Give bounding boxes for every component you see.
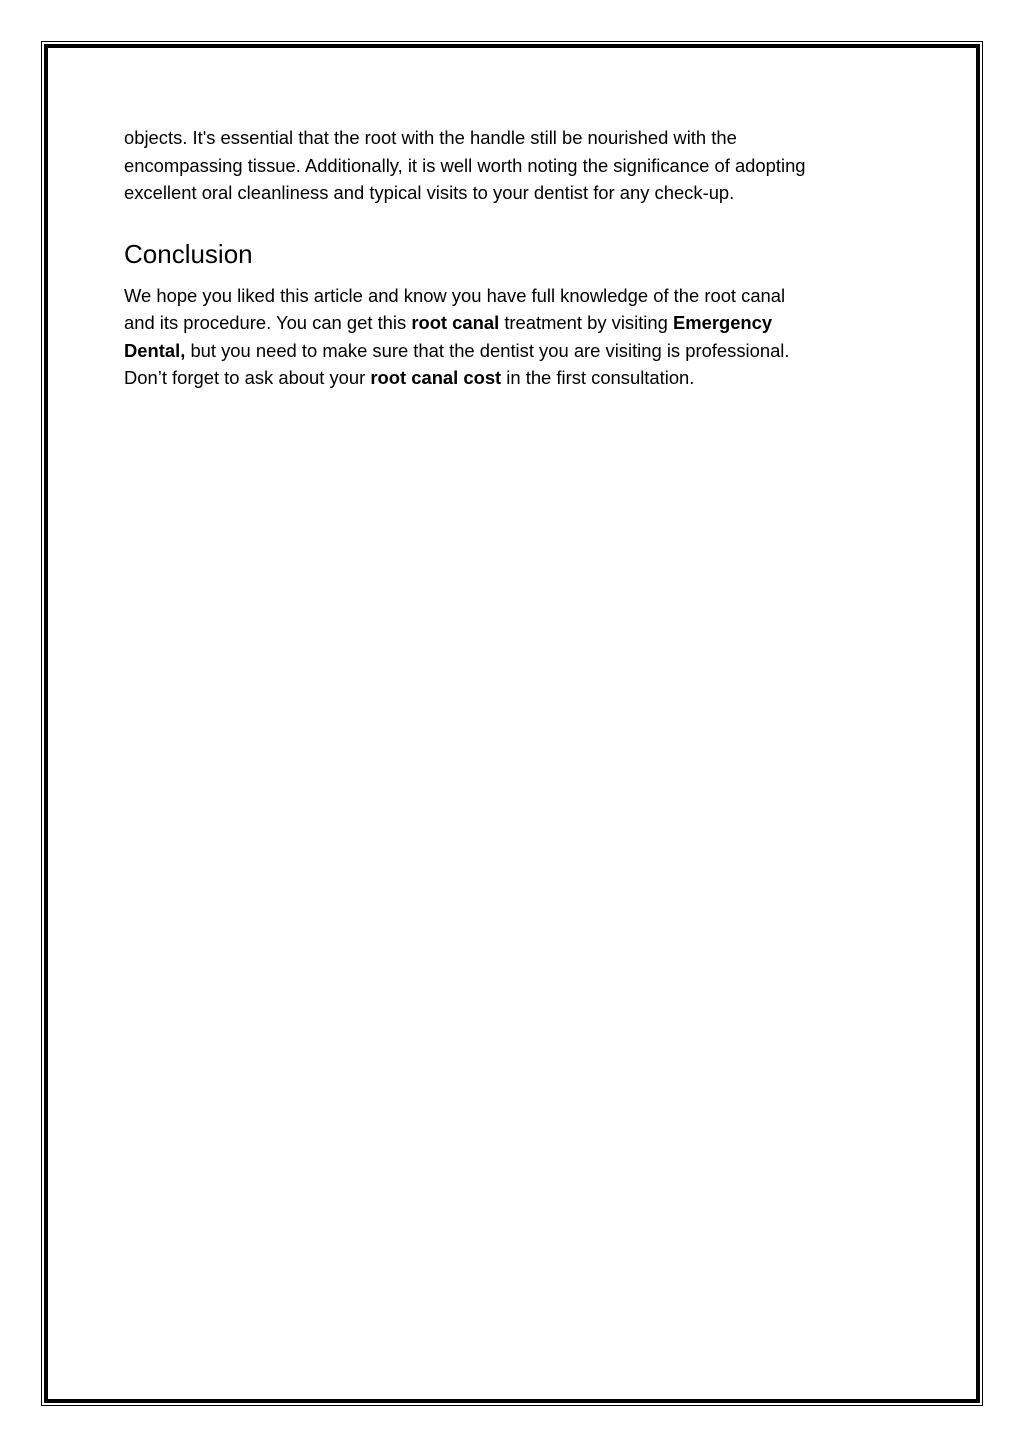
conclusion-line-3 [124, 337, 904, 365]
text-segment: treatment by visiting [499, 312, 673, 333]
text-segment: Don’t forget to ask about your [124, 367, 371, 388]
keyword-emergency: Emergency [672, 312, 773, 333]
document-body [124, 124, 904, 392]
conclusion-line-1: We hope you liked this article and know you have full knowledge of the root canal [124, 284, 786, 306]
conclusion-line-4 [124, 364, 904, 392]
keyword-dental: Dental, [124, 339, 186, 361]
keyword-root-canal: root canal [411, 312, 500, 333]
conclusion-line-2 [124, 309, 904, 337]
text-segment: but you need to make sure that the dentist you are visiting is professional. [185, 339, 790, 361]
conclusion-heading: Conclusion [124, 238, 253, 269]
intro-paragraph [124, 124, 904, 207]
intro-line: objects. It's essential that the root with the handle still be nourished with the [124, 127, 737, 148]
intro-line: excellent oral cleanliness and typical visits to your dentist for any check-up. [124, 182, 735, 203]
conclusion-paragraph [124, 282, 904, 392]
text-segment: and its procedure. You can get this [124, 312, 412, 333]
keyword-root-canal-cost: root canal cost [370, 367, 502, 388]
text-segment: in the first consultation. [501, 367, 695, 388]
intro-line: encompassing tissue. Additionally, it is well worth noting the significance of adopting [124, 154, 806, 176]
